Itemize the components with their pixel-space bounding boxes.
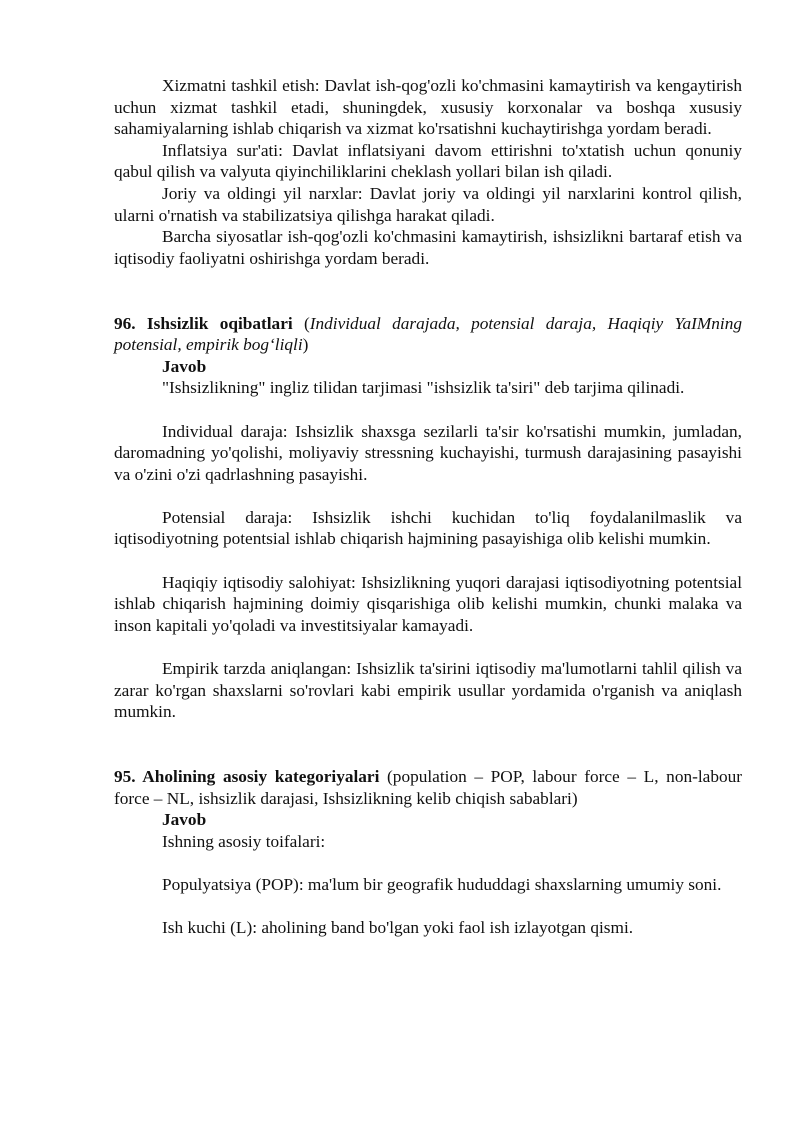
spacer [114,269,742,291]
section-96-title: 96. Ishsizlik oqibatlari [114,313,293,333]
section-95-paragraph: Ish kuchi (L): aholining band bo'lgan yoki faol ish izlayotgan qismi. [162,918,634,938]
section-96-paragraph: Potensial daraja: Ishsizlik ishchi kuchidan to'liq foydalanilmaslik va iqtisodiyotning potentsial ishlab chiqarish hajmining pasayishiga olib kelishi mumkin. [114,507,742,549]
spacer [114,744,742,766]
paragraph-barcha-siyosatlar: Barcha siyosatlar ish-qog'ozli ko'chmasini kamaytirish, ishsizlikni bartaraf etish va iqtisodiy faoliyatni oshirishga yordam beradi. [114,227,742,268]
section-96-open-paren: ( [292,313,310,333]
section-96-paragraph: Individual daraja: Ishsizlik shaxsga sezilarli ta'sir ko'rsatishi mumkin, jumladan, daromadning yo'qolishi, moliyaviy stressning kuchayishi, turmush darajasining pasayishi va o'zini o'zi qadrlashning pasayishi. [114,421,742,484]
spacer [114,636,742,658]
section-96-answer-label: Javob [162,356,207,376]
section-96-paragraph: Empirik tarzda aniqlangan: Ishsizlik ta'sirini iqtisodiy ma'lumotlarni tahlil qilish va zarar ko'rgan shaxslarni so'rovlari kabi empirik usullar yordamida o'rganish va aniqlash mumkin. [114,659,742,722]
spacer [114,291,742,313]
section-96-subtitle: Individual darajada, potensial daraja, Haqiqiy YaIMning potensial, empirik bog‘liqli [114,313,743,355]
document-page [114,75,742,939]
section-95-answer-label: Javob [162,810,207,830]
section-95-paragraph: Ishning asosiy toifalari: [162,831,326,851]
spacer [114,485,742,507]
spacer [114,723,742,745]
section-95-title: 95. Aholining asosiy kategoriyalari [114,767,380,786]
section-95-paragraph: Populyatsiya (POP): ma'lum bir geografik hududdagi shaxslarning umumiy soni. [162,874,722,894]
paragraph-joriy-oldingi-yil-narxlar: Joriy va oldingi yil narxlar: Davlat joriy va oldingi yil narxlarini kontrol qilish, ularni o'rnatish va stabilizatsiya qilishga harakat qiladi. [114,183,742,225]
section-96-paragraph: Haqiqiy iqtisodiy salohiyat: Ishsizlikning yuqori darajasi iqtisodiyotning potentsial ishlab chiqarish hajmining doimiy qisqarishiga olib kelishi mumkin, chunki malaka va inson kapitali yo'qoladi va investitsiyalar kamayadi. [114,572,742,635]
spacer [114,399,742,421]
section-95-subtitle: (population – POP, labour force – L, non-labour force – NL, ishsizlik darajasi, Ishsizlikning kelib chiqish sabablari) [114,767,743,808]
section-95-heading [114,766,742,809]
section-96-paragraph: "Ishsizlikning" ingliz tilidan tarjimasi "ishsizlik ta'siri" deb tarjima qilinadi. [162,378,685,398]
section-96-heading [114,313,742,356]
paragraph-inflatsiya-surati: Inflatsiya sur'ati: Davlat inflatsiyani davom ettirishni to'xtatish uchun qonuniy qabul qilish va valyuta qiyinchiliklarini cheklash yollari bilan ish qiladi. [114,140,742,182]
section-96-close-paren: ) [302,335,309,355]
spacer [114,550,742,572]
spacer [114,852,742,874]
spacer [114,896,742,918]
paragraph-xizmatni-tashkil-etish: Xizmatni tashkil etish: Davlat ish-qog'ozli ko'chmasini kamaytirish va kengaytirish uchun xizmat tashkil etadi, shuningdek, xususiy korxonalar va boshqa xususiy sahamiyalarning ishlab chiqarish va xizmat ko'rsatishni kuchaytirishga yordam beradi. [114,76,742,139]
